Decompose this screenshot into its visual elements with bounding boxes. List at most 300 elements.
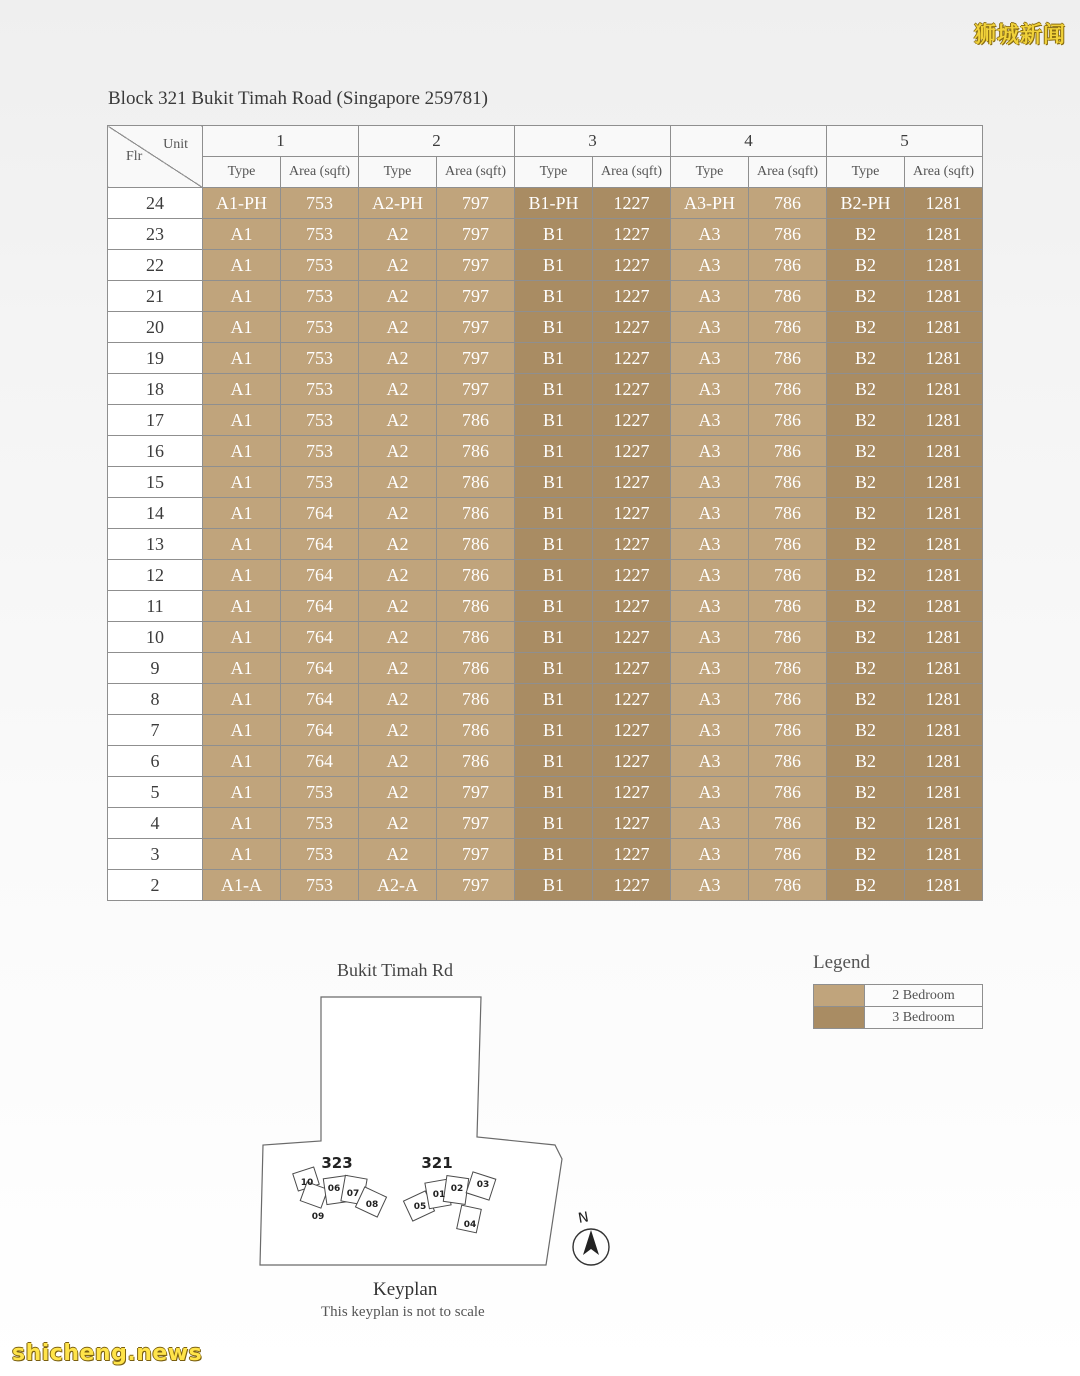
unit-type-cell: A2: [359, 653, 437, 684]
unit-number-header: 1: [203, 126, 359, 157]
table-row: [108, 374, 983, 405]
unit-number-header: 2: [359, 126, 515, 157]
block-title: Block 321 Bukit Timah Road (Singapore 259781): [108, 88, 488, 109]
unit-area-cell: 797: [437, 312, 515, 343]
unit-type-cell: A3: [671, 560, 749, 591]
unit-area-cell: 1281: [905, 219, 983, 250]
unit-type-cell: B2: [827, 343, 905, 374]
corner-flr-label: Flr: [126, 149, 143, 164]
floor-cell: 15: [108, 467, 203, 498]
unit-type-cell: A3: [671, 715, 749, 746]
unit-area-cell: 786: [437, 715, 515, 746]
unit-header-row: [108, 126, 983, 157]
unit-area-cell: 764: [281, 622, 359, 653]
unit-label: 07: [346, 1189, 360, 1199]
unit-area-cell: 1281: [905, 560, 983, 591]
unit-type-cell: B1: [515, 839, 593, 870]
unit-area-cell: 1227: [593, 188, 671, 219]
north-arrow-icon: [573, 1209, 609, 1265]
unit-type-cell: A1: [203, 839, 281, 870]
unit-type-cell: B1: [515, 436, 593, 467]
floor-cell: 20: [108, 312, 203, 343]
unit-type-cell: A3: [671, 312, 749, 343]
floor-cell: 11: [108, 591, 203, 622]
table-row: [108, 684, 983, 715]
table-row: [108, 777, 983, 808]
unit-type-cell: B1: [515, 653, 593, 684]
unit-area-cell: 1227: [593, 312, 671, 343]
unit-type-cell: B2-PH: [827, 188, 905, 219]
unit-type-cell: A3: [671, 839, 749, 870]
unit-type-cell: B1: [515, 591, 593, 622]
unit-area-cell: 764: [281, 560, 359, 591]
unit-type-cell: A3: [671, 498, 749, 529]
unit-area-cell: 1281: [905, 715, 983, 746]
unit-type-cell: B2: [827, 436, 905, 467]
table-row: [108, 250, 983, 281]
unit-area-cell: 786: [437, 591, 515, 622]
unit-area-cell: 786: [749, 405, 827, 436]
unit-type-cell: B2: [827, 312, 905, 343]
unit-area-cell: 1281: [905, 746, 983, 777]
unit-type-cell: A1: [203, 467, 281, 498]
table-row: [108, 653, 983, 684]
unit-label: 01: [432, 1190, 446, 1200]
unit-area-cell: 1281: [905, 529, 983, 560]
corner-cell: [108, 126, 203, 188]
floor-cell: 19: [108, 343, 203, 374]
unit-area-cell: 1227: [593, 839, 671, 870]
unit-type-cell: A3: [671, 808, 749, 839]
floor-cell: 5: [108, 777, 203, 808]
unit-area-cell: 786: [437, 529, 515, 560]
unit-type-cell: B1: [515, 746, 593, 777]
unit-area-cell: 1281: [905, 343, 983, 374]
unit-type-cell: A1-PH: [203, 188, 281, 219]
unit-area-cell: 753: [281, 839, 359, 870]
unit-type-cell: B2: [827, 591, 905, 622]
unit-area-cell: 1227: [593, 591, 671, 622]
unit-type-cell: A2: [359, 467, 437, 498]
site-boundary: [260, 997, 562, 1265]
unit-type-cell: A2: [359, 498, 437, 529]
unit-type-cell: B2: [827, 870, 905, 901]
unit-type-cell: A1: [203, 808, 281, 839]
table-row: [108, 560, 983, 591]
unit-type-cell: A1: [203, 529, 281, 560]
unit-area-cell: 1281: [905, 870, 983, 901]
table-row: [108, 219, 983, 250]
unit-type-cell: B1: [515, 374, 593, 405]
unit-label: 05: [413, 1202, 427, 1212]
unit-type-cell: B2: [827, 219, 905, 250]
unit-area-cell: 797: [437, 250, 515, 281]
unit-label: 03: [476, 1180, 490, 1190]
table-row: [108, 839, 983, 870]
floor-cell: 10: [108, 622, 203, 653]
unit-type-cell: B2: [827, 808, 905, 839]
unit-area-cell: 1227: [593, 653, 671, 684]
floor-cell: 22: [108, 250, 203, 281]
unit-type-cell: A3: [671, 684, 749, 715]
unit-type-cell: A2: [359, 250, 437, 281]
unit-schedule-table: [107, 125, 983, 901]
table-body: [108, 188, 983, 901]
unit-area-cell: 1227: [593, 219, 671, 250]
unit-label: 10: [300, 1178, 314, 1188]
floor-cell: 17: [108, 405, 203, 436]
unit-area-cell: 786: [749, 715, 827, 746]
unit-type-cell: A2: [359, 591, 437, 622]
unit-type-cell: A2: [359, 839, 437, 870]
unit-type-cell: B2: [827, 467, 905, 498]
unit-type-cell: A2: [359, 436, 437, 467]
unit-area-cell: 786: [437, 498, 515, 529]
unit-area-cell: 786: [437, 436, 515, 467]
type-header: Type: [515, 157, 593, 188]
unit-type-cell: B1: [515, 281, 593, 312]
unit-area-cell: 1281: [905, 653, 983, 684]
unit-area-cell: 786: [749, 777, 827, 808]
legend-swatch-3-bedroom: [814, 1007, 865, 1028]
unit-type-cell: B1: [515, 560, 593, 591]
unit-type-cell: A2: [359, 529, 437, 560]
unit-type-cell: B1: [515, 529, 593, 560]
unit-area-cell: 786: [749, 808, 827, 839]
unit-area-cell: 753: [281, 436, 359, 467]
unit-type-cell: A2: [359, 374, 437, 405]
unit-type-cell: B2: [827, 560, 905, 591]
unit-type-cell: A1: [203, 250, 281, 281]
floor-cell: 16: [108, 436, 203, 467]
unit-area-cell: 1227: [593, 560, 671, 591]
unit-type-cell: B2: [827, 281, 905, 312]
floor-cell: 13: [108, 529, 203, 560]
table-row: [108, 467, 983, 498]
unit-type-cell: A3: [671, 467, 749, 498]
table-row: [108, 529, 983, 560]
unit-label: 02: [450, 1184, 464, 1194]
unit-area-cell: 797: [437, 281, 515, 312]
floor-cell: 4: [108, 808, 203, 839]
table-row: [108, 715, 983, 746]
unit-area-cell: 1227: [593, 529, 671, 560]
unit-type-cell: B1: [515, 684, 593, 715]
watermark-top: 狮城新闻: [973, 23, 1066, 48]
unit-type-cell: B2: [827, 746, 905, 777]
unit-type-cell: A1: [203, 498, 281, 529]
unit-type-cell: A1: [203, 374, 281, 405]
unit-type-cell: A3: [671, 250, 749, 281]
unit-area-cell: 764: [281, 591, 359, 622]
keyplan-title: Keyplan: [373, 1279, 438, 1300]
block-321-label: 321: [421, 1154, 453, 1172]
unit-area-cell: 786: [749, 467, 827, 498]
unit-type-cell: B2: [827, 777, 905, 808]
unit-type-cell: A3: [671, 219, 749, 250]
unit-type-cell: A2: [359, 343, 437, 374]
floor-cell: 9: [108, 653, 203, 684]
unit-type-cell: A1: [203, 715, 281, 746]
unit-type-cell: B1: [515, 870, 593, 901]
unit-area-cell: 786: [749, 870, 827, 901]
svg-text:N: N: [576, 1209, 591, 1227]
unit-area-cell: 1227: [593, 436, 671, 467]
floor-cell: 7: [108, 715, 203, 746]
unit-area-cell: 753: [281, 219, 359, 250]
unit-type-cell: A3: [671, 343, 749, 374]
unit-area-cell: 753: [281, 343, 359, 374]
unit-type-cell: A3: [671, 374, 749, 405]
unit-area-cell: 1227: [593, 622, 671, 653]
unit-area-cell: 786: [749, 591, 827, 622]
unit-type-cell: A2: [359, 777, 437, 808]
table-row: [108, 343, 983, 374]
legend-item: [813, 1007, 983, 1029]
unit-area-cell: 753: [281, 374, 359, 405]
unit-area-cell: 1227: [593, 405, 671, 436]
unit-area-cell: 1281: [905, 839, 983, 870]
unit-type-cell: A1: [203, 281, 281, 312]
unit-type-cell: B2: [827, 839, 905, 870]
unit-type-cell: A1: [203, 622, 281, 653]
unit-area-cell: 1281: [905, 622, 983, 653]
unit-type-cell: A1: [203, 405, 281, 436]
unit-area-cell: 786: [437, 684, 515, 715]
unit-area-cell: 764: [281, 684, 359, 715]
unit-area-cell: 1227: [593, 498, 671, 529]
unit-type-cell: B1: [515, 219, 593, 250]
unit-type-cell: A3: [671, 746, 749, 777]
legend-item: [813, 984, 983, 1007]
unit-label: 06: [327, 1184, 341, 1194]
unit-type-cell: A2: [359, 405, 437, 436]
unit-type-cell: A1-A: [203, 870, 281, 901]
unit-area-cell: 1281: [905, 188, 983, 219]
unit-area-cell: 1227: [593, 281, 671, 312]
unit-area-cell: 797: [437, 219, 515, 250]
floor-cell: 21: [108, 281, 203, 312]
unit-area-cell: 797: [437, 188, 515, 219]
unit-area-cell: 1227: [593, 374, 671, 405]
floor-cell: 14: [108, 498, 203, 529]
legend-swatch-2-bedroom: [814, 985, 865, 1006]
unit-type-cell: B2: [827, 374, 905, 405]
area-header: Area (sqft): [593, 157, 671, 188]
keyplan-note: This keyplan is not to scale: [321, 1304, 485, 1320]
sub-header-row: [108, 157, 983, 188]
unit-type-cell: A3: [671, 529, 749, 560]
floor-cell: 23: [108, 219, 203, 250]
unit-type-cell: A1: [203, 777, 281, 808]
area-header: Area (sqft): [749, 157, 827, 188]
unit-area-cell: 786: [749, 188, 827, 219]
unit-type-cell: B1: [515, 405, 593, 436]
type-header: Type: [203, 157, 281, 188]
unit-area-cell: 786: [749, 839, 827, 870]
unit-type-cell: A1: [203, 343, 281, 374]
unit-area-cell: 1281: [905, 281, 983, 312]
unit-area-cell: 1281: [905, 436, 983, 467]
legend-title: Legend: [813, 952, 870, 973]
area-header: Area (sqft): [437, 157, 515, 188]
block-323-label: 323: [321, 1154, 353, 1172]
unit-type-cell: A1: [203, 219, 281, 250]
unit-area-cell: 1281: [905, 467, 983, 498]
unit-type-cell: A3: [671, 591, 749, 622]
unit-type-cell: A2: [359, 808, 437, 839]
watermark-bottom: shicheng.news: [12, 1341, 203, 1366]
legend: [813, 952, 983, 1029]
unit-type-cell: A2: [359, 746, 437, 777]
unit-label: 09: [311, 1212, 325, 1222]
table-row: [108, 870, 983, 901]
unit-area-cell: 753: [281, 870, 359, 901]
unit-type-cell: B1: [515, 715, 593, 746]
unit-area-cell: 786: [749, 436, 827, 467]
floor-cell: 3: [108, 839, 203, 870]
unit-area-cell: 786: [749, 684, 827, 715]
unit-area-cell: 764: [281, 498, 359, 529]
unit-area-cell: 797: [437, 374, 515, 405]
unit-type-cell: A1: [203, 560, 281, 591]
floor-cell: 18: [108, 374, 203, 405]
unit-area-cell: 786: [749, 498, 827, 529]
unit-type-cell: B1: [515, 467, 593, 498]
unit-type-cell: B1: [515, 343, 593, 374]
unit-area-cell: 786: [749, 343, 827, 374]
unit-type-cell: B2: [827, 250, 905, 281]
unit-type-cell: A1: [203, 436, 281, 467]
unit-type-cell: B2: [827, 529, 905, 560]
unit-area-cell: 1281: [905, 591, 983, 622]
unit-type-cell: A3: [671, 777, 749, 808]
unit-area-cell: 1281: [905, 312, 983, 343]
unit-area-cell: 786: [749, 622, 827, 653]
unit-type-cell: B1: [515, 622, 593, 653]
table-row: [108, 808, 983, 839]
unit-area-cell: 786: [437, 560, 515, 591]
floor-cell: 8: [108, 684, 203, 715]
unit-type-cell: A1: [203, 746, 281, 777]
unit-type-cell: A2: [359, 281, 437, 312]
unit-type-cell: B2: [827, 715, 905, 746]
table-row: [108, 188, 983, 219]
floor-cell: 24: [108, 188, 203, 219]
unit-type-cell: B2: [827, 684, 905, 715]
unit-type-cell: A2: [359, 715, 437, 746]
unit-area-cell: 1227: [593, 808, 671, 839]
unit-area-cell: 797: [437, 343, 515, 374]
unit-area-cell: 753: [281, 467, 359, 498]
unit-type-cell: A1: [203, 312, 281, 343]
legend-label: 3 Bedroom: [892, 1010, 955, 1025]
table-row: [108, 312, 983, 343]
table-row: [108, 281, 983, 312]
floor-cell: 12: [108, 560, 203, 591]
unit-type-cell: B2: [827, 405, 905, 436]
area-header: Area (sqft): [281, 157, 359, 188]
unit-area-cell: 786: [749, 281, 827, 312]
unit-type-cell: A2: [359, 219, 437, 250]
road-label: Bukit Timah Rd: [337, 960, 454, 980]
unit-area-cell: 797: [437, 870, 515, 901]
keyplan: [255, 955, 615, 1335]
type-header: Type: [671, 157, 749, 188]
table-row: [108, 436, 983, 467]
unit-area-cell: 786: [749, 746, 827, 777]
legend-label: 2 Bedroom: [892, 988, 955, 1003]
unit-area-cell: 786: [437, 653, 515, 684]
unit-area-cell: 1227: [593, 746, 671, 777]
table-row: [108, 622, 983, 653]
unit-area-cell: 764: [281, 529, 359, 560]
unit-type-cell: A3: [671, 405, 749, 436]
unit-area-cell: 1227: [593, 343, 671, 374]
unit-type-cell: A3: [671, 281, 749, 312]
floor-cell: 6: [108, 746, 203, 777]
unit-type-cell: A3: [671, 870, 749, 901]
unit-area-cell: 1281: [905, 684, 983, 715]
table-row: [108, 746, 983, 777]
unit-area-cell: 753: [281, 312, 359, 343]
type-header: Type: [359, 157, 437, 188]
unit-area-cell: 1227: [593, 250, 671, 281]
unit-area-cell: 1227: [593, 715, 671, 746]
unit-area-cell: 764: [281, 746, 359, 777]
type-header: Type: [827, 157, 905, 188]
unit-type-cell: A1: [203, 684, 281, 715]
unit-type-cell: A2: [359, 312, 437, 343]
table-row: [108, 498, 983, 529]
area-header: Area (sqft): [905, 157, 983, 188]
unit-type-cell: A2-PH: [359, 188, 437, 219]
unit-type-cell: B1: [515, 498, 593, 529]
unit-type-cell: B1: [515, 777, 593, 808]
unit-area-cell: 786: [437, 467, 515, 498]
unit-area-cell: 1227: [593, 777, 671, 808]
unit-area-cell: 786: [437, 405, 515, 436]
floor-cell: 2: [108, 870, 203, 901]
unit-type-cell: B2: [827, 653, 905, 684]
unit-area-cell: 786: [437, 622, 515, 653]
keyplan-drawing: [255, 955, 615, 1275]
unit-area-cell: 1281: [905, 808, 983, 839]
unit-area-cell: 753: [281, 250, 359, 281]
unit-type-cell: A2-A: [359, 870, 437, 901]
unit-area-cell: 753: [281, 777, 359, 808]
unit-area-cell: 1281: [905, 405, 983, 436]
unit-area-cell: 786: [749, 529, 827, 560]
unit-number-header: 5: [827, 126, 983, 157]
unit-area-cell: 764: [281, 715, 359, 746]
unit-number-header: 4: [671, 126, 827, 157]
unit-type-cell: B2: [827, 498, 905, 529]
unit-area-cell: 786: [749, 312, 827, 343]
unit-area-cell: 753: [281, 405, 359, 436]
unit-label: 04: [463, 1220, 477, 1230]
unit-area-cell: 797: [437, 839, 515, 870]
table-row: [108, 591, 983, 622]
unit-area-cell: 1227: [593, 467, 671, 498]
unit-type-cell: A2: [359, 684, 437, 715]
unit-area-cell: 1281: [905, 777, 983, 808]
unit-area-cell: 1227: [593, 870, 671, 901]
unit-area-cell: 786: [749, 374, 827, 405]
unit-area-cell: 786: [749, 250, 827, 281]
unit-type-cell: B1: [515, 250, 593, 281]
unit-type-cell: B2: [827, 622, 905, 653]
